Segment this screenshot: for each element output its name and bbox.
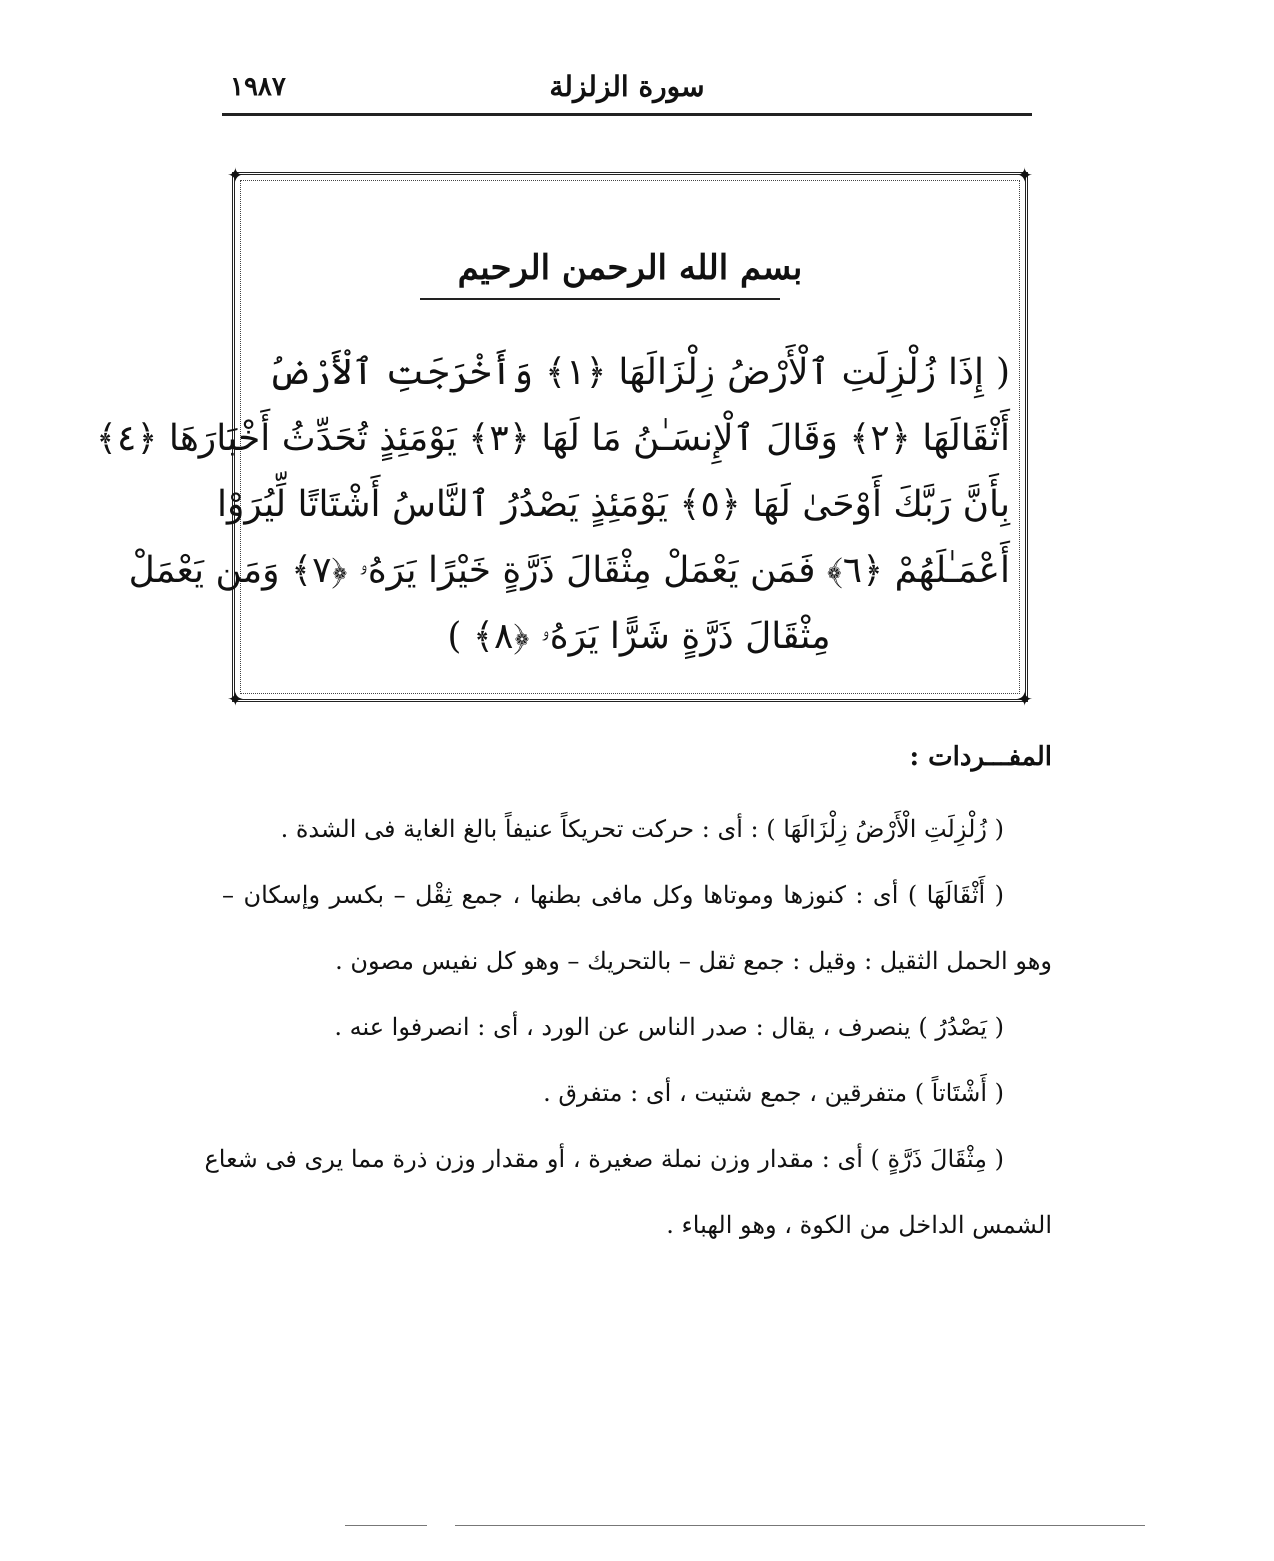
- verses-block: [95, 340, 1010, 670]
- vocabulary-heading: المفـــردات :: [909, 742, 1052, 772]
- vocabulary-line: ( أَثْقَالَهَا ) أى : كنوزها وموتاها وكل مافى بطنها ، جمع ثِقْل – بكسر وإسكان –: [222, 881, 1004, 909]
- running-header: [222, 70, 1032, 110]
- sura-title: سورة الزلزلة: [549, 70, 705, 103]
- vocabulary-line: ( مِثْقَالَ ذَرَّةٍ ) أى : مقدار وزن نملة صغيرة ، أو مقدار وزن ذرة مما يرى فى شعاع: [204, 1145, 1004, 1173]
- vocabulary-line: ( يَصْدُرُ ) ينصرف ، يقال : صدر الناس عن الورد ، أى : انصرفوا عنه .: [334, 1013, 1004, 1041]
- vocabulary-section: [204, 796, 1052, 1258]
- frame-corner-ornament: ✦: [1016, 687, 1033, 711]
- footer-rule: [455, 1525, 1145, 1526]
- footer-rule: [345, 1525, 427, 1526]
- verse-line: أَثْقَالَهَا ﴿٢﴾ وَقَالَ ٱلْإِنسَـٰنُ مَا لَهَا ﴿٣﴾ يَوْمَئِذٍ تُحَدِّثُ أَخْبَارَهَا ﴿٤﴾: [95, 418, 1010, 459]
- page-number: ١٩٨٧: [230, 72, 286, 102]
- vocabulary-line: ( أَشْتَاتاً ) متفرقين ، جمع شتيت ، أى : متفرق .: [543, 1079, 1004, 1107]
- bismillah-underline: [420, 298, 780, 300]
- frame-corner-ornament: ✦: [1016, 163, 1033, 187]
- verse-line: بِأَنَّ رَبَّكَ أَوْحَىٰ لَهَا ﴿٥﴾ يَوْمَئِذٍ يَصْدُرُ ٱلنَّاسُ أَشْتَاتًا لِّيُرَوْا: [217, 484, 1010, 525]
- header-rule: [222, 113, 1032, 116]
- frame-corner-ornament: ✦: [227, 163, 244, 187]
- bismillah: بسم الله الرحمن الرحيم: [457, 248, 803, 288]
- verse-line: مِثْقَالَ ذَرَّةٍ شَرًّا يَرَهُۥ ﴿٨﴾ ): [447, 616, 831, 657]
- frame-corner-ornament: ✦: [227, 687, 244, 711]
- vocabulary-line: ( زُلْزِلَتِ الْأَرْضُ زِلْزَالَهَا ) : أى : حركت تحريكاً عنيفاً بالغ الغاية فى الشدة .: [280, 815, 1004, 843]
- vocabulary-line: وهو الحمل الثقيل : وقيل : جمع ثقل – بالتحريك – وهو كل نفيس مصون .: [335, 947, 1052, 975]
- verse-line: أَعْمَـٰلَهُمْ ﴿٦﴾ فَمَن يَعْمَلْ مِثْقَالَ ذَرَّةٍ خَيْرًا يَرَهُۥ ﴿٧﴾ وَمَن يَعْمَلْ: [128, 550, 1010, 591]
- verse-line: ( إِذَا زُلْزِلَتِ ٱلْأَرْضُ زِلْزَالَهَا ﴿١﴾ وَأَخْرَجَتِ ٱلْأَرْضُ: [268, 352, 1010, 393]
- vocabulary-line: الشمس الداخل من الكوة ، وهو الهباء .: [666, 1211, 1052, 1239]
